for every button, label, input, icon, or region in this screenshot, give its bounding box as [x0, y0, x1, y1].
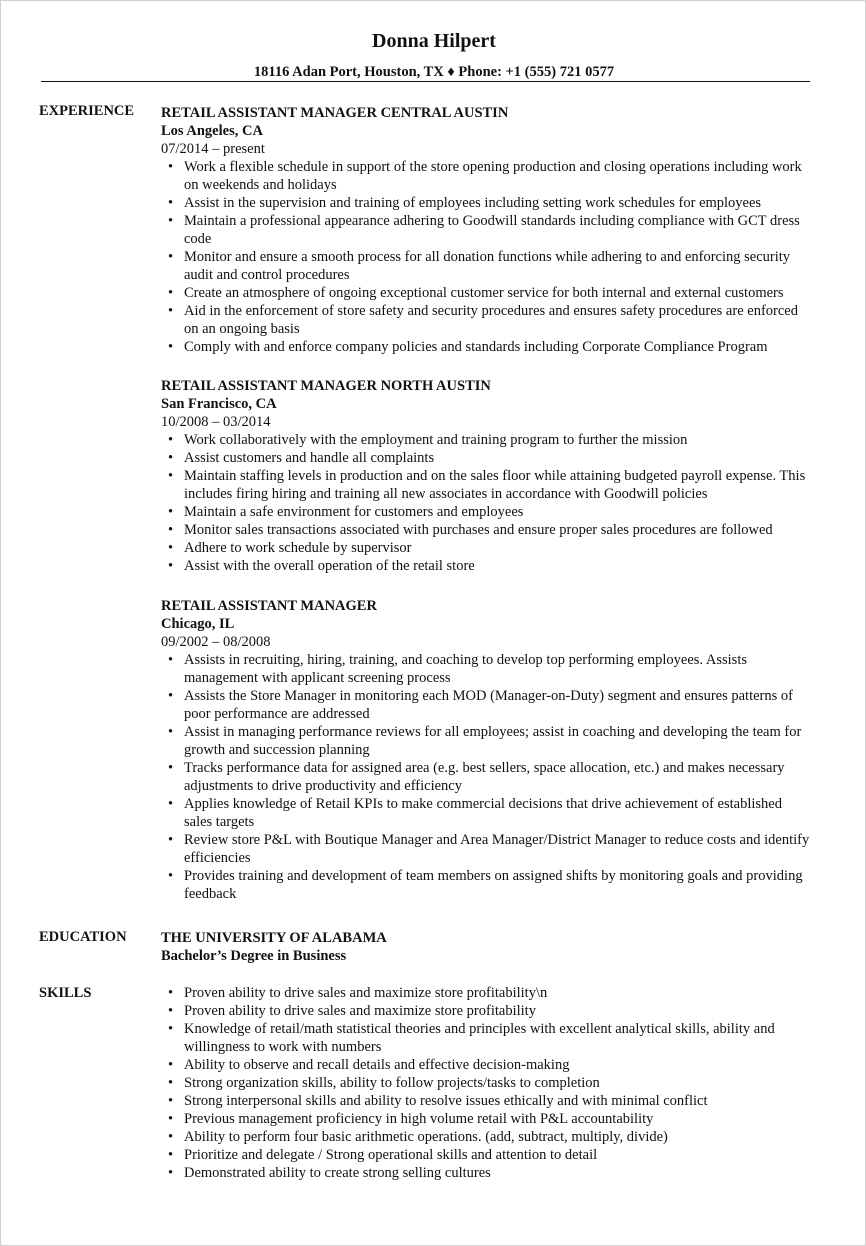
list-item: • Prioritize and delegate / Strong operational skills and attention to detail — [161, 1146, 811, 1164]
list-item: • Assist with the overall operation of the retail store — [161, 557, 811, 575]
contact-line: 18116 Adan Port, Houston, TX ♦ Phone: +1 (555) 721 0577 — [253, 64, 615, 80]
list-item: • Monitor and ensure a smooth process for all donation functions while adhering to and enforcing security audit and control procedures — [161, 248, 811, 284]
list-item: • Proven ability to drive sales and maximize store profitability\n — [161, 984, 811, 1002]
job-bullet-list — [161, 158, 811, 356]
job-dates: 07/2014 – present — [161, 141, 265, 157]
list-item: • Create an atmosphere of ongoing exceptional customer service for both internal and external customers — [161, 284, 811, 302]
list-item: • Ability to perform four basic arithmetic operations. (add, subtract, multiply, divide) — [161, 1128, 811, 1146]
list-item: • Work a flexible schedule in support of the store opening production and closing operations including work on weekends and holidays — [161, 158, 811, 194]
list-item: • Maintain staffing levels in production and on the sales floor while attaining budgeted payroll expense. This includes firing hiring and training all new associates in accordance with Goodwill policies — [161, 467, 811, 503]
list-item: • Provides training and development of team members on assigned shifts by monitoring goals and providing feedback — [161, 867, 811, 903]
job-dates: 09/2002 – 08/2008 — [161, 634, 271, 650]
list-item: • Review store P&L with Boutique Manager and Area Manager/District Manager to reduce costs and identify efficiencies — [161, 831, 811, 867]
list-item: • Assist customers and handle all complaints — [161, 449, 811, 467]
list-item: • Maintain a safe environment for customers and employees — [161, 503, 811, 521]
list-item: • Strong organization skills, ability to follow projects/tasks to completion — [161, 1074, 811, 1092]
list-item: • Knowledge of retail/math statistical theories and principles with excellent analytical skills, ability and willingness to work with numbers — [161, 1020, 811, 1056]
job-title: RETAIL ASSISTANT MANAGER — [161, 598, 377, 614]
job-bullet-list — [161, 651, 811, 903]
education-heading: EDUCATION — [39, 929, 127, 945]
list-item: • Assist in managing performance reviews for all employees; assist in coaching and developing the team for growth and succession planning — [161, 723, 811, 759]
job-bullet-list — [161, 431, 811, 575]
experience-heading: EXPERIENCE — [39, 103, 135, 119]
degree: Bachelor’s Degree in Business — [161, 948, 347, 964]
list-item: • Ability to observe and recall details and effective decision-making — [161, 1056, 811, 1074]
candidate-name: Donna Hilpert — [372, 30, 496, 52]
list-item: • Previous management proficiency in high volume retail with P&L accountability — [161, 1110, 811, 1128]
list-item: • Assists the Store Manager in monitoring each MOD (Manager-on-Duty) segment and ensures patterns of poor performance are addressed — [161, 687, 811, 723]
header-divider — [41, 81, 810, 82]
list-item: • Work collaboratively with the employment and training program to further the mission — [161, 431, 811, 449]
list-item: • Assist in the supervision and training of employees including setting work schedules for employees — [161, 194, 811, 212]
list-item: • Maintain a professional appearance adhering to Goodwill standards including compliance with GCT dress code — [161, 212, 811, 248]
job-entry-3 — [161, 597, 821, 903]
list-item: • Aid in the enforcement of store safety and security procedures and ensures safety procedures are enforced on an ongoing basis — [161, 302, 811, 338]
job-title: RETAIL ASSISTANT MANAGER NORTH AUSTIN — [161, 378, 491, 394]
list-item: • Assists in recruiting, hiring, training, and coaching to develop top performing employees. Assists management with applicant screening process — [161, 651, 811, 687]
list-item: • Monitor sales transactions associated with purchases and ensure proper sales procedures are followed — [161, 521, 811, 539]
skills-heading: SKILLS — [39, 985, 92, 1001]
job-location: San Francisco, CA — [161, 396, 277, 412]
job-location: Los Angeles, CA — [161, 123, 263, 139]
job-entry-1 — [161, 104, 821, 356]
list-item: • Demonstrated ability to create strong selling cultures — [161, 1164, 811, 1182]
list-item: • Proven ability to drive sales and maximize store profitability — [161, 1002, 811, 1020]
skills-entry — [161, 984, 821, 1182]
list-item: • Applies knowledge of Retail KPIs to make commercial decisions that drive achievement of established sales targets — [161, 795, 811, 831]
school-name: THE UNIVERSITY OF ALABAMA — [161, 930, 387, 946]
list-item: • Comply with and enforce company policies and standards including Corporate Compliance Program — [161, 338, 811, 356]
skills-bullet-list — [161, 984, 811, 1182]
list-item: • Strong interpersonal skills and ability to resolve issues ethically and with minimal conflict — [161, 1092, 811, 1110]
job-dates: 10/2008 – 03/2014 — [161, 414, 271, 430]
job-location: Chicago, IL — [161, 616, 235, 632]
list-item: • Adhere to work schedule by supervisor — [161, 539, 811, 557]
job-entry-2 — [161, 377, 821, 575]
education-entry — [161, 929, 821, 965]
job-title: RETAIL ASSISTANT MANAGER CENTRAL AUSTIN — [161, 105, 509, 121]
list-item: • Tracks performance data for assigned area (e.g. best sellers, space allocation, etc.) and makes necessary adjustments to drive productivity and efficiency — [161, 759, 811, 795]
